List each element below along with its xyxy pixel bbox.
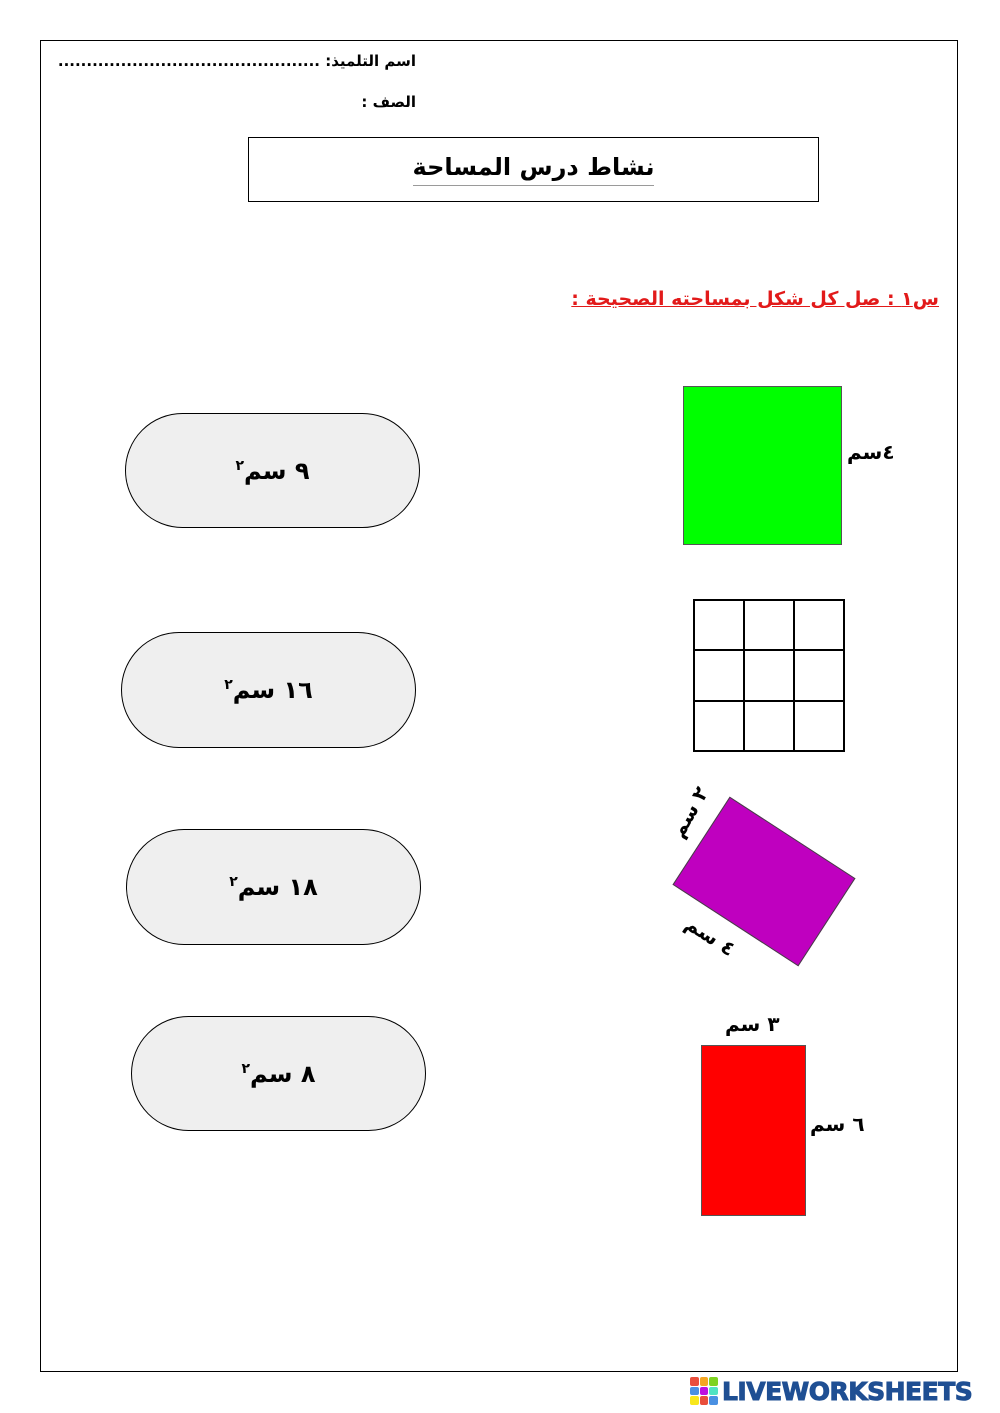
answer-pill-2[interactable] bbox=[121, 632, 416, 748]
question-1: س١ : صل كل شكل بمساحته الصحيحة : bbox=[571, 288, 939, 310]
student-name-label: اسم التلميذ: bbox=[325, 52, 416, 70]
grid-cell bbox=[694, 600, 744, 650]
liveworksheets-logo bbox=[690, 1374, 992, 1408]
page-title: نشاط درس المساحة bbox=[413, 153, 655, 186]
student-name-field[interactable] bbox=[58, 52, 416, 70]
purple-rect-side-b-label: ٤ سم bbox=[680, 911, 740, 961]
grid-cell bbox=[794, 701, 844, 751]
red-rect-width-label: ٣ سم bbox=[725, 1012, 780, 1036]
grid-shape[interactable] bbox=[693, 599, 845, 752]
grid-cell bbox=[744, 600, 794, 650]
grade-label: الصف : bbox=[361, 93, 416, 111]
red-rectangle-shape[interactable] bbox=[701, 1045, 806, 1216]
grid-cell bbox=[794, 650, 844, 700]
grid-cell bbox=[744, 701, 794, 751]
red-rect-height-label: ٦ سم bbox=[810, 1112, 865, 1136]
title-box bbox=[248, 137, 819, 202]
answer-pill-4[interactable] bbox=[131, 1016, 426, 1131]
grid-cell bbox=[694, 701, 744, 751]
green-square-side-label: ٤سم bbox=[847, 440, 895, 464]
answer-pill-3[interactable] bbox=[126, 829, 421, 945]
liveworksheets-logo-icon bbox=[690, 1377, 718, 1405]
answer-pill-1-text: ٩ سم$^٢$ bbox=[235, 456, 310, 485]
liveworksheets-logo-text: LIVEWORKSHEETS bbox=[722, 1376, 973, 1406]
grid-cell bbox=[744, 650, 794, 700]
student-name-dots: .............................................. bbox=[57, 52, 321, 70]
answer-pill-1[interactable] bbox=[125, 413, 420, 528]
grid-cell bbox=[694, 650, 744, 700]
green-square-shape[interactable] bbox=[683, 386, 842, 545]
grid-cell bbox=[794, 600, 844, 650]
answer-pill-4-text: ٨ سم$^٢$ bbox=[241, 1059, 316, 1088]
answer-pill-2-text: ١٦ سم$^٢$ bbox=[224, 676, 313, 704]
purple-rect-side-a-label: ٢ سم bbox=[665, 782, 714, 842]
answer-pill-3-text: ١٨ سم$^٢$ bbox=[229, 873, 318, 901]
